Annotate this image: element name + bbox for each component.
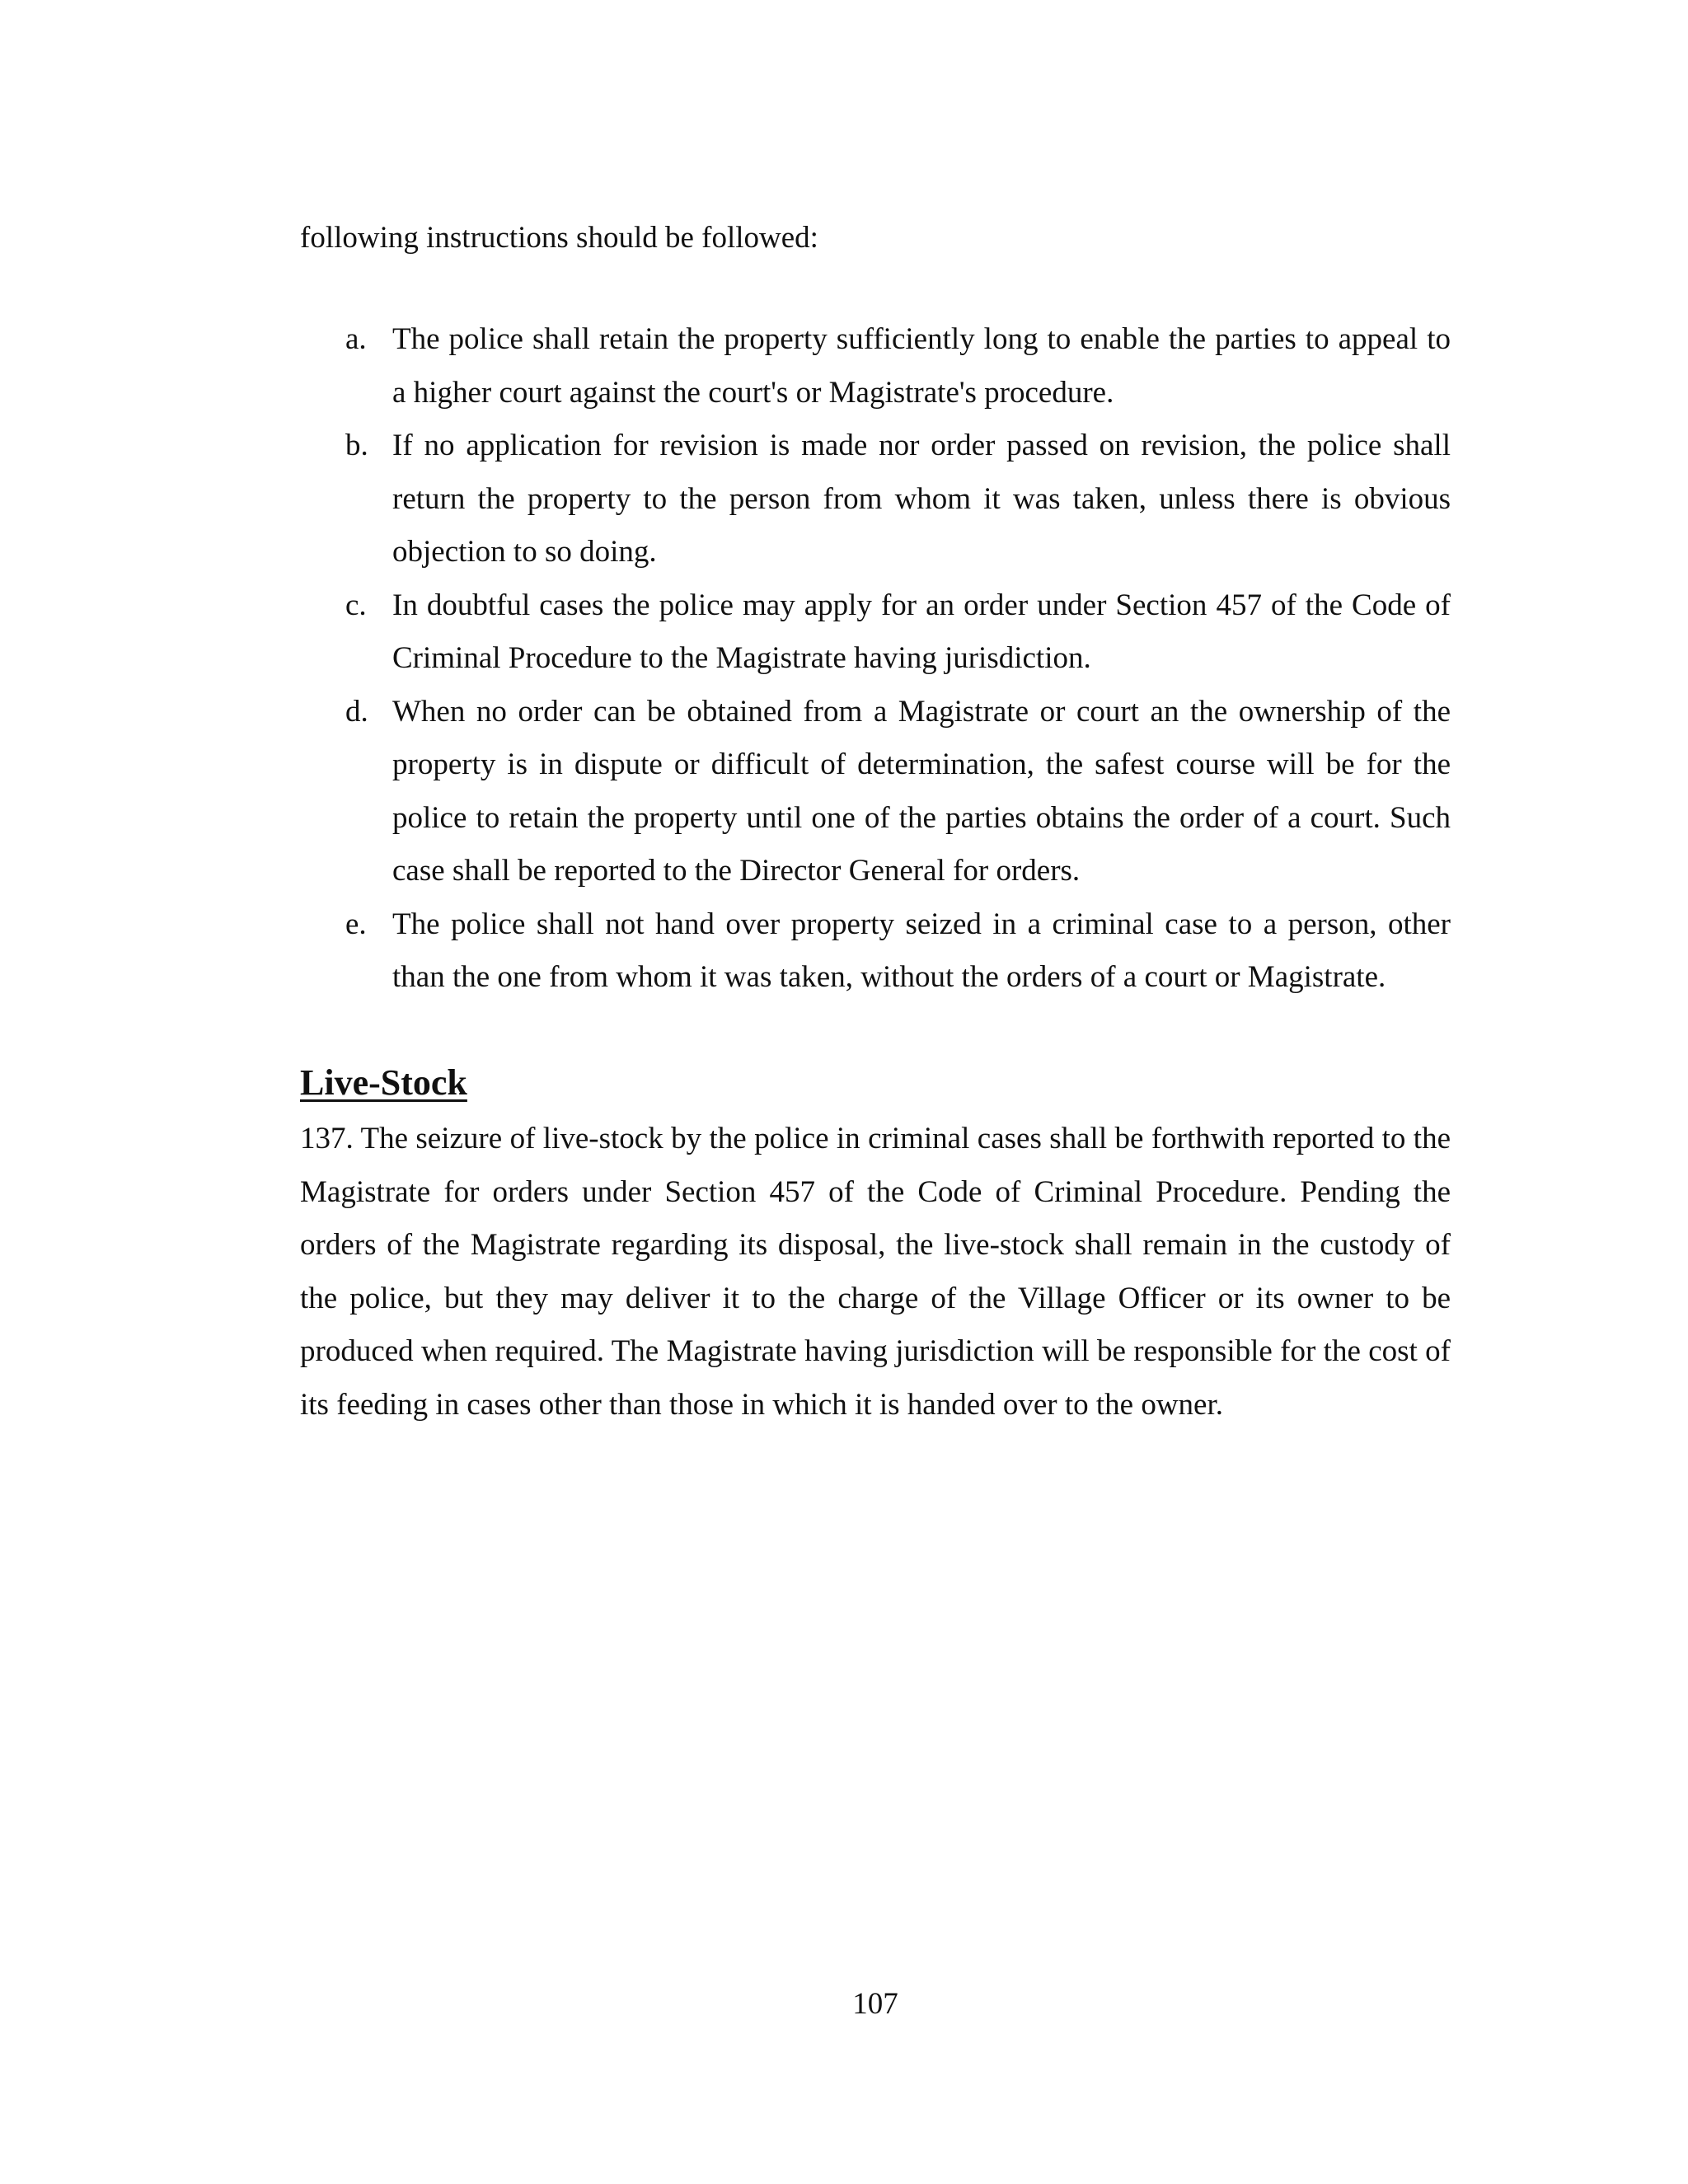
section-heading: Live-Stock bbox=[300, 1062, 467, 1103]
instruction-text: The police shall retain the property sufficiently long to enable the parties to appeal to a higher court against the court's or Magistrate's procedure. bbox=[392, 322, 1451, 410]
list-marker: c. bbox=[345, 588, 367, 622]
intro-text: following instructions should be followed: bbox=[300, 221, 818, 255]
instruction-text: When no order can be obtained from a Magistrate or court an the ownership of the property is in dispute or difficult of determination, the safest course will be for the police to retain the property until one of the parties obtains the order of a court. Such case shall be reported to the Director General for orders. bbox=[392, 694, 1451, 888]
list-marker: d. bbox=[345, 694, 368, 729]
instruction-item-e bbox=[300, 898, 1451, 1005]
instructions-list bbox=[300, 313, 1451, 1005]
instruction-text: The police shall not hand over property seized in a criminal case to a person, other than the one from whom it was taken, without the orders of a court or Magistrate. bbox=[392, 907, 1451, 994]
instruction-text: In doubtful cases the police may apply for an order under Section 457 of the Code of Criminal Procedure to the Magistrate having jurisdiction. bbox=[392, 588, 1451, 675]
page-number: 107 bbox=[852, 1987, 898, 2021]
instruction-item-b bbox=[300, 419, 1451, 579]
instruction-item-a bbox=[300, 313, 1451, 419]
list-marker: b. bbox=[345, 429, 368, 462]
instruction-item-d bbox=[300, 686, 1451, 898]
section-paragraph: 137. The seizure of live-stock by the police in criminal cases shall be forthwith reported to the Magistrate for orders under Section 457 of the Code of Criminal Procedure. Pending the orders of the Magistrate regarding its disposal, the live-stock shall remain in the custody of the police, but they may deliver it to the charge of the Village Officer or its owner to be produced when required. The Magistrate having jurisdiction will be responsible for the cost of its feeding in cases other than those in which it is handed over to the owner. bbox=[300, 1122, 1451, 1422]
instruction-text: If no application for revision is made nor order passed on revision, the police shall return the property to the person from whom it was taken, unless there is obvious objection to so doing. bbox=[392, 429, 1451, 569]
instruction-item-c bbox=[300, 579, 1451, 686]
list-marker: e. bbox=[345, 907, 367, 941]
list-marker: a. bbox=[345, 322, 367, 356]
